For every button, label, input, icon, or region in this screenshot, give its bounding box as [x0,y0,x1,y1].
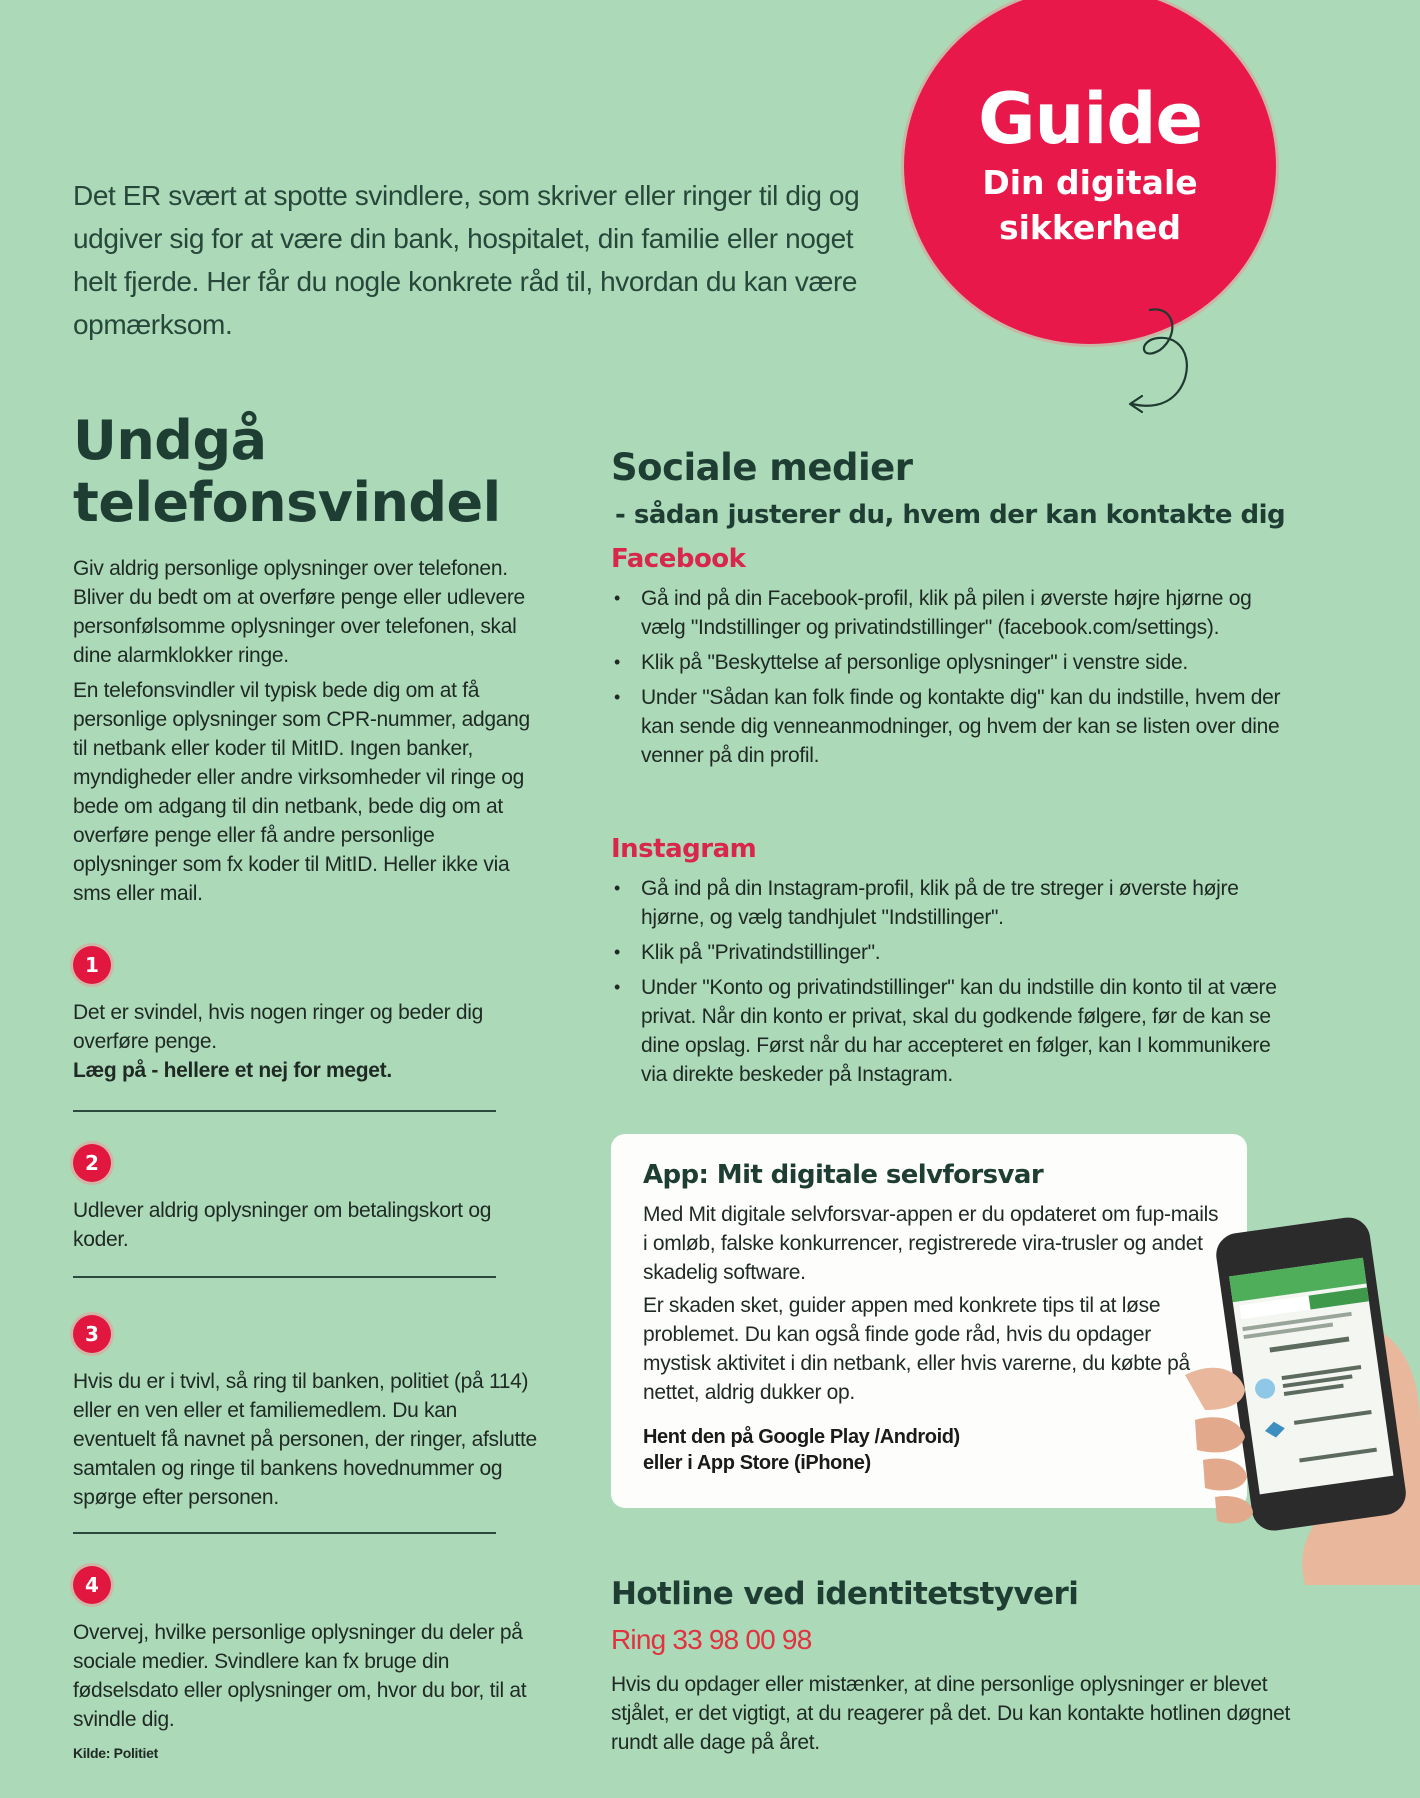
list-item [611,648,1291,677]
phone-scam-paragraph: En telefonsvindler vil typisk bede dig om at få personlige oplysninger som CPR-nummer, adgang til netbank eller koder til MitID. Ingen banker, myndigheder eller andre virksomheder vil ringe og bede om adgang til din netbank, bede dig om at overføre penge eller få andre personlige oplysninger som fx koder til MitID. Heller ikke via sms eller mail. [73,679,530,905]
tip-bold-text: Læg på - hellere et nej for meget. [73,1059,392,1082]
tip-text: Det er svindel, hvis nogen ringer og beder dig overføre penge. [73,1001,483,1053]
bullet-icon: • [614,878,621,898]
intro-paragraph: Det ER svært at spotte svindlere, som skriver eller ringer til dig og udgiver sig for at være din bank, hospitalet, din familie eller noget helt fjerde. Her får du nogle konkrete råd til, hvordan du kan være opmærksom. [73,180,860,340]
number-badge-icon: 2 [73,1144,111,1182]
tip-item [73,1566,543,1734]
list-item-text: Under "Konto og privatindstillinger" kan du indstille din konto til at være privat. Når din konto er privat, skal du godkende følgere, før de kan se dine opslag. Først når du har accepteret en følger, kan I kommunikere via direkte beskeder på Instagram. [641,976,1277,1086]
phone-scam-paragraph: Giv aldrig personlige oplysninger over telefonen. Bliver du bedt om at overføre penge eller udlevere personfølsomme oplysninger over telefonen, skal dine alarmklokker ringe. [73,557,525,667]
list-item [611,584,1291,642]
guide-badge-title: Guide [978,78,1202,160]
app-download-line2: eller i App Store (iPhone) [643,1452,871,1474]
facebook-steps-list [611,584,1291,776]
list-item [611,874,1291,932]
divider [73,1110,496,1112]
app-download-line1: Hent den på Google Play /Android) [643,1426,960,1448]
bullet-icon: • [614,687,621,707]
bullet-icon: • [614,942,621,962]
list-item-text: Under "Sådan kan folk finde og kontakte dig" kan du indstille, hvem der kan sende dig venneanmodninger, og hvem der kan se listen over dine venner på din profil. [641,686,1281,767]
phone-scam-heading-line1: Undgå [73,409,267,472]
app-box-title: App: Mit digitale selvforsvar [643,1160,1044,1190]
social-media-subheading: - sådan justerer du, hvem der kan kontakte dig [615,500,1286,530]
tip-text: Hvis du er i tvivl, så ring til banken, politiet (på 114) eller en ven eller et familiemedlem. Du kan eventuelt få navnet på personen, der ringer, afslutte samtalen og ringe til bankens hovednummer og spørge efter personen. [73,1370,537,1509]
phone-scam-heading [73,410,573,534]
phone-in-hand-image [1185,1205,1420,1585]
hotline-description: Hvis du opdager eller mistænker, at dine personlige oplysninger er blevet stjålet, er det vigtigt, at du reagerer på det. Du kan kontakte hotlinen døgnet rundt alle dage på året. [611,1673,1291,1754]
number-badge-icon: 4 [73,1566,111,1604]
tip-text: Overvej, hvilke personlige oplysninger du deler på sociale medier. Svindlere kan fx bruge din fødselsdato eller oplysninger om, hvor du bor, til at svindle dig. [73,1621,527,1731]
bullet-icon: • [614,977,621,997]
hotline-phone-number[interactable]: Ring 33 98 00 98 [611,1624,812,1655]
guide-badge-subtitle-line2: sikkerhed [998,208,1182,247]
tip-item [73,946,543,1085]
bullet-icon: • [614,588,621,608]
app-box-paragraph: Er skaden sket, guider appen med konkrete tips til at løse problemet. Du kan også finde gode råd, hvis du opdager mystisk aktivitet i din netbank, eller hvis varerne, du købte på nettet, aldrig dukker op. [643,1294,1190,1404]
tip-item [73,1144,543,1254]
list-item-text: Gå ind på din Facebook-profil, klik på pilen i øverste højre hjørne og vælg "Indstillinger og privatindstillinger" (facebook.com/settings). [641,587,1252,639]
tip-item [73,1315,543,1512]
instagram-heading: Instagram [611,834,757,864]
list-item [611,973,1291,1089]
tip-text: Udlever aldrig oplysninger om betalingskort og koder. [73,1199,492,1251]
app-box-paragraph: Med Mit digitale selvforsvar-appen er du opdateret om fup-mails i omløb, falske konkurrencer, registrerede vira-trusler og andet skadelig software. [643,1203,1219,1284]
number-badge-icon: 1 [73,946,111,984]
guide-badge-subtitle-line1: Din digitale [982,163,1198,202]
social-media-heading: Sociale medier [611,446,913,489]
list-item [611,683,1291,770]
list-item [611,938,1291,967]
divider [73,1276,496,1278]
number-badge-icon: 3 [73,1315,111,1353]
guide-badge-subtitle [904,160,1276,250]
phone-scam-heading-line2: telefonsvindel [73,471,501,534]
facebook-heading: Facebook [611,544,746,574]
bullet-icon: • [614,652,621,672]
list-item-text: Gå ind på din Instagram-profil, klik på de tre streger i øverste højre hjørne, og vælg tandhjulet "Indstillinger". [641,877,1239,929]
instagram-steps-list [611,874,1291,1095]
curly-arrow-icon [1120,300,1230,420]
app-download-info [643,1424,1203,1476]
hotline-heading: Hotline ved identitetstyveri [611,1576,1079,1612]
list-item-text: Klik på "Beskyttelse af personlige oplysninger" i venstre side. [641,651,1188,674]
source-credit: Kilde: Politiet [73,1745,158,1761]
list-item-text: Klik på "Privatindstillinger". [641,941,881,964]
divider [73,1532,496,1534]
